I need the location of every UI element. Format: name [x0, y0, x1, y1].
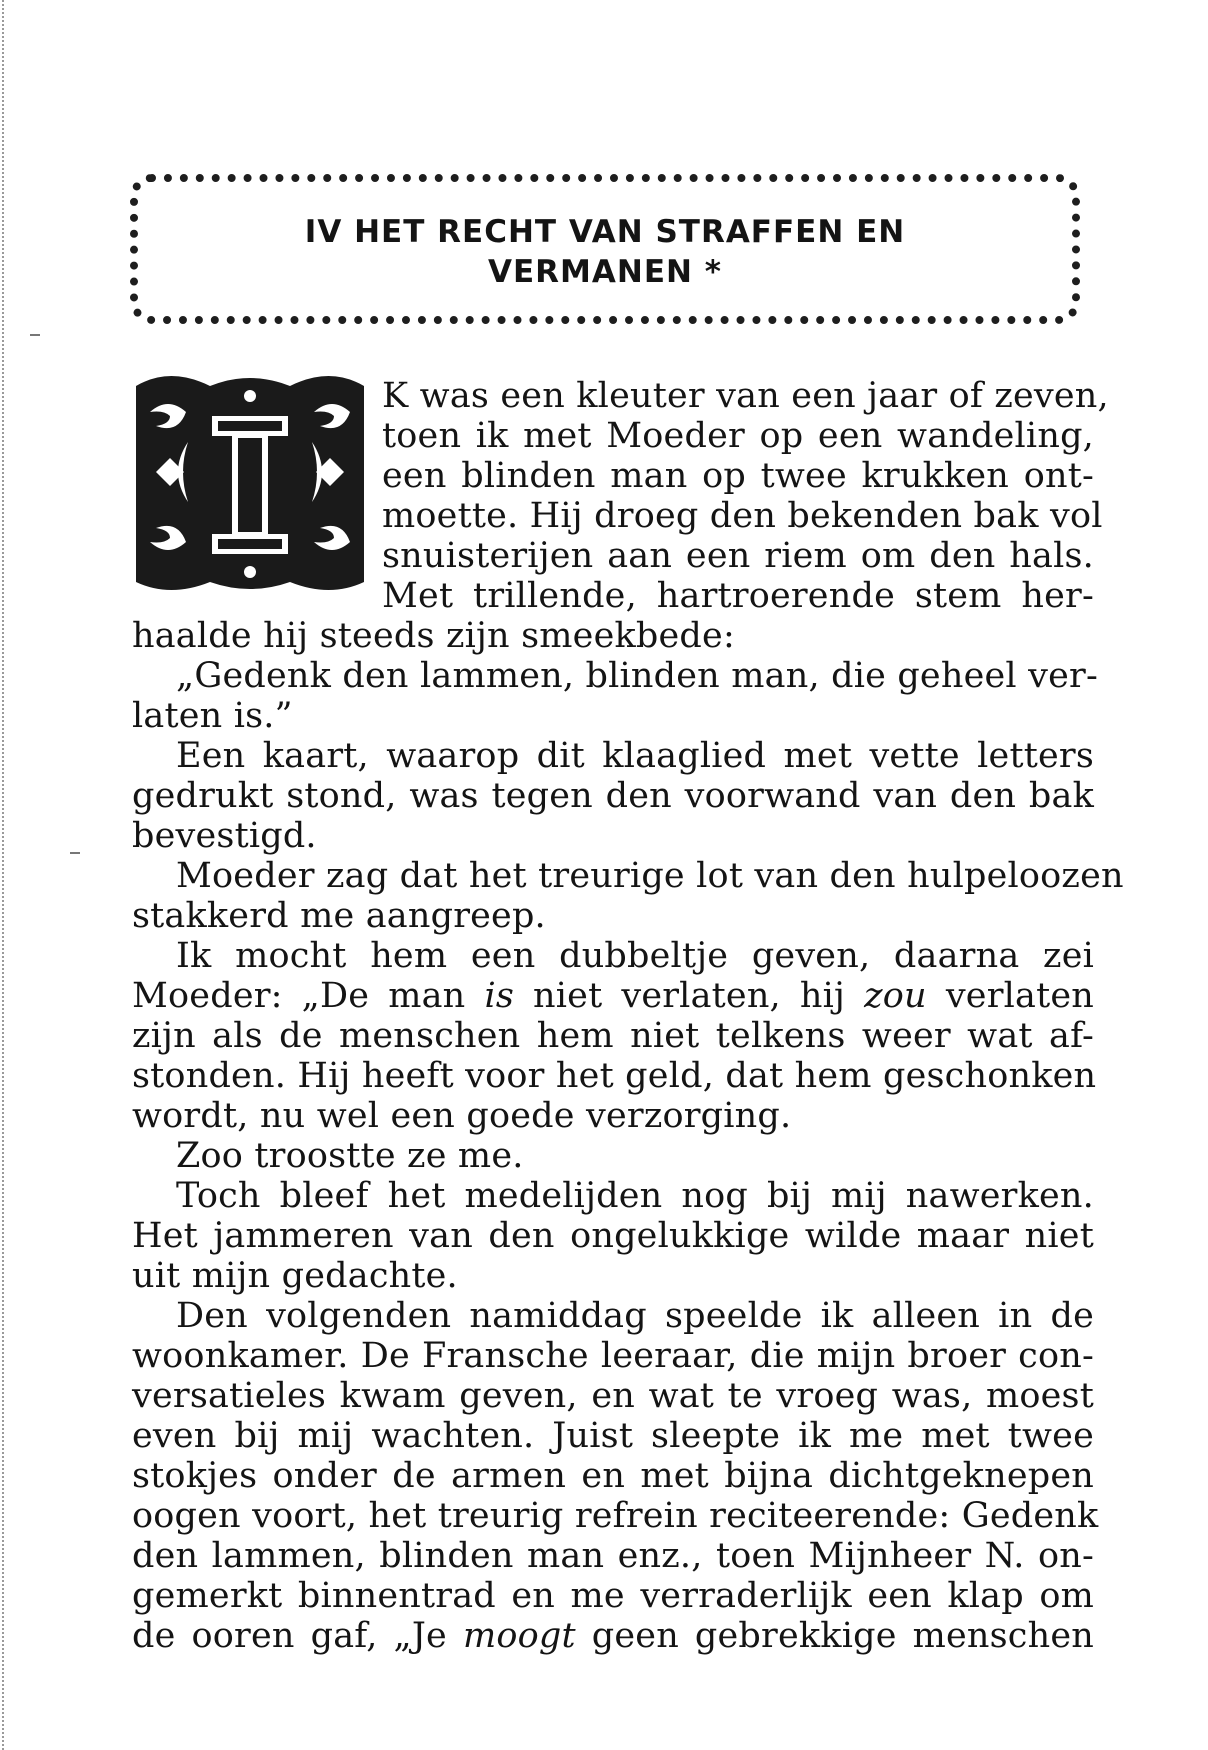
text-line-6: Met trillende, hartroerende stem her- [382, 576, 1094, 616]
text-line-32-italic-moogt: moogt [462, 1616, 576, 1656]
drop-cap-initial [130, 372, 370, 596]
text-line-25: woonkamer. De Fransche leeraar, die mijn broer con- [132, 1336, 1094, 1376]
text-line-16-part-2: niet verlaten, hij [533, 976, 846, 1016]
text-line-20: Zoo troostte ze me. [176, 1136, 524, 1176]
text-line-10: Een kaart, waarop dit klaaglied met vette letters [176, 736, 1094, 776]
text-line-2: toen ik met Moeder op een wandeling, [382, 416, 1094, 456]
text-line-17: zijn als de menschen hem niet telkens weer wat af- [132, 1016, 1094, 1056]
text-line-1: K was een kleuter van een jaar of zeven, [382, 376, 1109, 416]
text-line-12: bevestigd. [132, 816, 317, 856]
chapter-title-line-1: IV HET RECHT VAN STRAFFEN EN [304, 214, 906, 250]
text-line-26: versatieles kwam geven, en wat te vroeg was, moest [132, 1376, 1094, 1416]
text-line-14: stakkerd me aangreep. [132, 896, 546, 936]
text-line-18: stonden. Hij heeft voor het geld, dat hem geschonken [132, 1056, 1097, 1096]
text-line-21: Toch bleef het medelijden nog bij mij nawerken. [176, 1176, 1094, 1216]
chapter-title [130, 212, 1080, 292]
text-line-28: stokjes onder de armen en met bijna dichtgeknepen [132, 1456, 1094, 1496]
text-line-23: uit mijn gedachte. [132, 1256, 458, 1296]
text-line-19: wordt, nu wel een goede verzorging. [132, 1096, 792, 1136]
margin-mark [70, 852, 80, 854]
chapter-title-line-2: VERMANEN * [488, 254, 722, 290]
margin-mark [30, 334, 40, 336]
text-line-16-italic-is: is [484, 976, 514, 1016]
text-line-7: haalde hij steeds zijn smeekbede: [132, 616, 735, 656]
text-line-15: Ik mocht hem een dubbeltje geven, daarna zei [176, 936, 1094, 976]
text-line-32 [132, 1616, 1094, 1656]
text-line-16-part-1: Moeder: „De man [132, 976, 466, 1016]
text-line-22: Het jammeren van den ongelukkige wilde maar niet [132, 1216, 1094, 1256]
text-line-3: een blinden man op twee krukken ont- [382, 456, 1094, 496]
text-line-30: den lammen, blinden man enz., toen Mijnheer N. on- [132, 1536, 1094, 1576]
text-line-13: Moeder zag dat het treurige lot van den hulpeloozen [176, 856, 1124, 896]
text-line-27: even bij mij wachten. Juist sleepte ik me met twee [132, 1416, 1094, 1456]
text-line-4: moette. Hij droeg den bekenden bak vol [382, 496, 1103, 536]
text-line-16 [132, 976, 1094, 1016]
text-line-16-italic-zou: zou [864, 976, 927, 1016]
text-line-24: Den volgenden namiddag speelde ik alleen in de [176, 1296, 1094, 1336]
text-line-16-part-3: verlaten [945, 976, 1095, 1016]
text-line-11: gedrukt stond, was tegen den voorwand van den bak [132, 776, 1094, 816]
text-line-5: snuisterijen aan een riem om den hals. [382, 536, 1094, 576]
page-edge-line [2, 0, 6, 1750]
text-line-9: laten is.” [132, 696, 293, 736]
text-line-8: „Gedenk den lammen, blinden man, die geheel ver- [176, 656, 1098, 696]
text-line-29: oogen voort, het treurig refrein reciteerende: Gedenk [132, 1496, 1099, 1536]
text-line-32-part-2: geen gebrekkige menschen [591, 1616, 1094, 1656]
text-line-32-part-1: de ooren gaf, „Je [132, 1616, 447, 1656]
text-line-31: gemerkt binnentrad en me verraderlijk een klap om [132, 1576, 1094, 1616]
ornamental-initial-image [130, 372, 370, 596]
